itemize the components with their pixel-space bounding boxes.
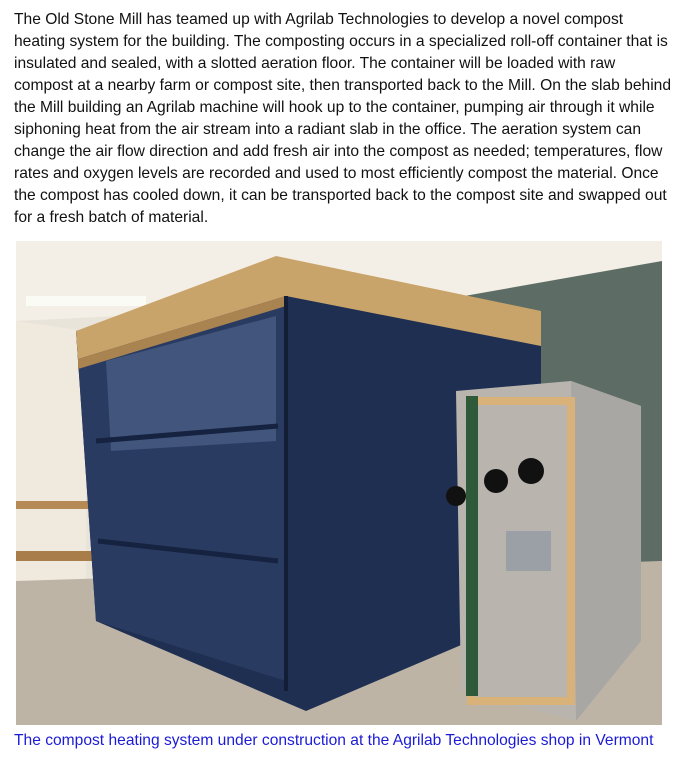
paragraph-line: heating system for the building. The composting occurs in a specialized roll-off container that is — [14, 33, 668, 50]
paragraph-line: rates and oxygen levels are recorded and used to most efficiently compost the material. Once — [14, 165, 659, 182]
paragraph-line: the Mill building an Agrilab machine will hook up to the container, pumping air through it while — [14, 99, 655, 116]
paragraph-line: for a fresh batch of material. — [14, 209, 209, 226]
paragraph-line: the compost has cooled down, it can be transported back to the compost site and swapped out — [14, 187, 667, 204]
compost-system-photo — [16, 241, 662, 725]
paragraph-line: compost at a nearby farm or compost site, then transported back to the Mill. On the slab behind — [14, 77, 672, 94]
paragraph-line: siphoning heat from the air stream into a radiant slab in the office. The aeration system can — [14, 121, 641, 138]
figure-caption: The compost heating system under construction at the Agrilab Technologies shop in Vermont — [14, 732, 654, 749]
article-paragraph — [14, 9, 674, 229]
paragraph-line: The Old Stone Mill has teamed up with Agrilab Technologies to develop a novel compost — [14, 11, 624, 28]
paragraph-line: insulated and sealed, with a slotted aeration floor. The container will be loaded with raw — [14, 55, 616, 72]
paragraph-line: change the air flow direction and add fresh air into the compost as needed; temperatures, flow — [14, 143, 663, 160]
